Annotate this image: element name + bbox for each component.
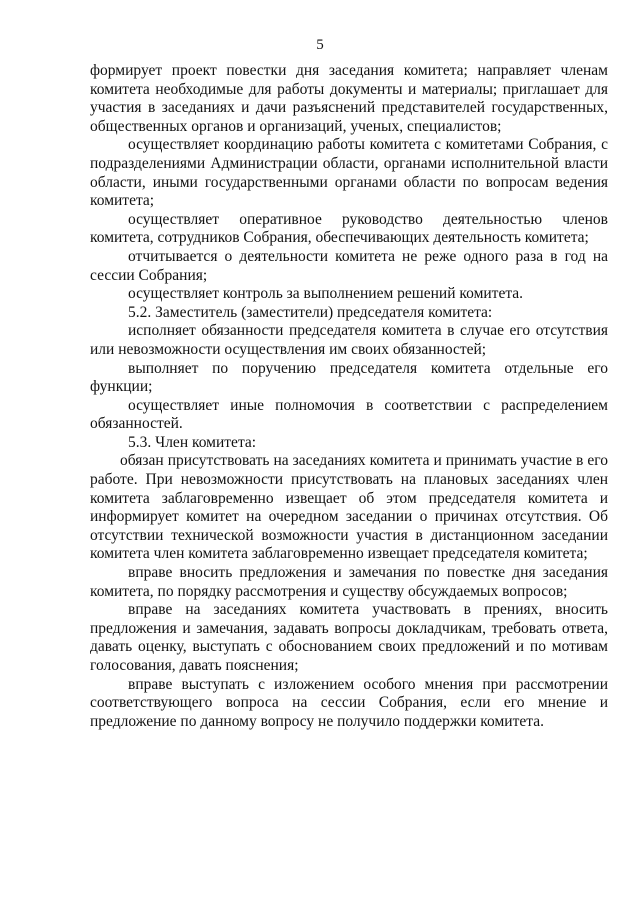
document-body [90, 62, 608, 731]
paragraph-member-proposals: вправе вносить предложения и замечания по повестке дня заседания комитета, по порядку рассмотрения и существу обсуждаемых вопросов; [90, 564, 608, 600]
paragraph-operational-management: осуществляет оперативное руководство деятельностью членов комитета, сотрудников Собрания, обеспечивающих деятельность комитета; [90, 210, 608, 247]
paragraph-deputy-duties: исполняет обязанности председателя комитета в случае его отсутствия или невозможности осуществления им своих обязанностей; [90, 322, 608, 358]
paragraph-member-dissent: вправе выступать с изложением особого мнения при рассмотрении соответствующего вопроса на сессии Собрания, если его мнение и предложение по данному вопросу не получило поддержки комитета. [90, 675, 608, 730]
paragraph-member-debate: вправе на заседаниях комитета участвовать в прениях, вносить предложения и замечания, задавать вопросы докладчикам, требовать ответа, давать оценку, выступать с обоснованием своих предложений и по мотивам голосования, давать пояснения; [90, 601, 608, 674]
paragraph-member-attendance: обязан присутствовать на заседаниях комитета и принимать участие в его работе. При невозможности присутствовать на плановых заседаниях член комитета заблаговременно извещает об этом председателя комитета и информирует комитет на очередном заседании о причинах отсутствия. Об отсутствии технической возможности участия в дистанционном заседании комитета член комитета заблаговременно извещает председателя комитета; [90, 452, 608, 563]
page-number: 5 [316, 37, 324, 53]
paragraph-reporting: отчитывается о деятельности комитета не реже одного раза в год на сессии Собрания; [90, 247, 608, 284]
paragraph-deputy-powers: осуществляет иные полномочия в соответствии с распределением обязанностей. [90, 396, 608, 433]
paragraph-coordination: осуществляет координацию работы комитета с комитетами Собрания, с подразделениями Администрации области, органами исполнительной власти области, иными государственными органами области по вопросам ведения комитета; [90, 136, 608, 210]
paragraph-control: осуществляет контроль за выполнением решений комитета. [128, 285, 524, 303]
paragraph-deputy-functions: выполняет по поручению председателя комитета отдельные его функции; [90, 359, 608, 396]
paragraph-agenda-preparation: формирует проект повестки дня заседания комитета; направляет членам комитета необходимые для работы документы и материалы; приглашает для участия в заседаниях и дачи разъяснений представителей государственных, общественных органов и организаций, ученых, специалистов; [90, 62, 608, 135]
section-heading-5-2: 5.2. Заместитель (заместители) председателя комитета: [128, 303, 493, 321]
section-heading-5-3: 5.3. Член комитета: [128, 433, 257, 451]
